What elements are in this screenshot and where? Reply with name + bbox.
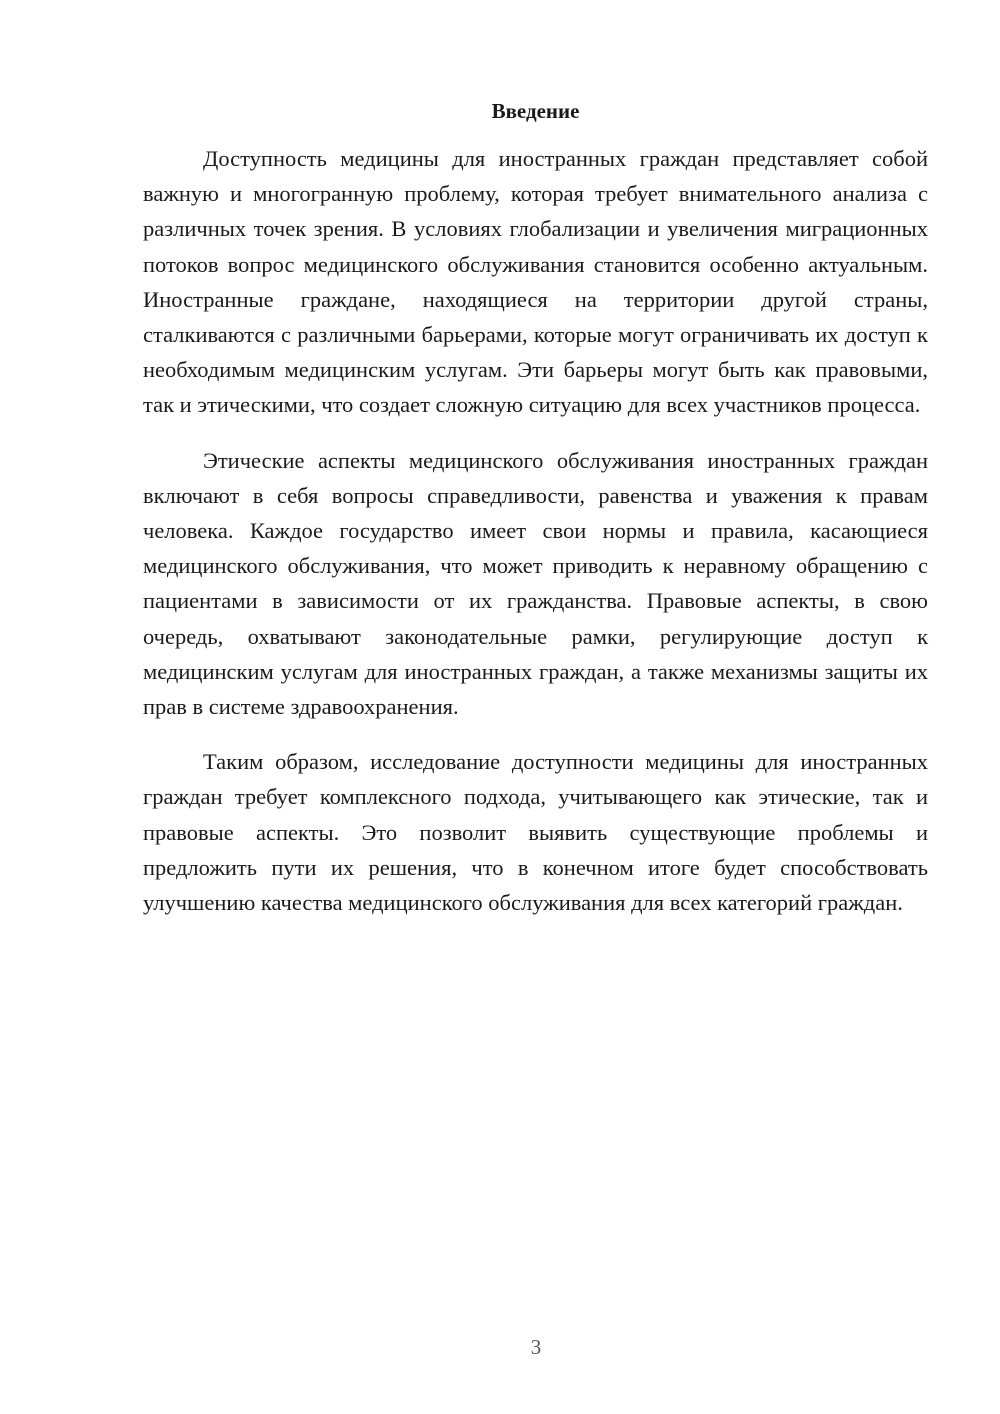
section-heading: Введение: [491, 99, 580, 123]
paragraph-1: Доступность медицины для иностранных граждан представляет собой важную и многогранную проблему, которая требует внимательного анализа с различных точек зрения. В условиях глобализации и увеличения миграционных потоков вопрос медицинского обслуживания становится особенно актуальным. Иностранные граждане, находящиеся на территории другой страны, сталкиваются с различными барьерами, которые могут ограничивать их доступ к необходимым медицинским услугам. Эти барьеры могут быть как правовыми, так и этическими, что создает сложную ситуацию для всех участников процесса.: [143, 146, 928, 418]
paragraph-2: Этические аспекты медицинского обслуживания иностранных граждан включают в себя вопросы справедливости, равенства и уважения к правам человека. Каждое государство имеет свои нормы и правила, касающиеся медицинского обслуживания, что может приводить к неравному обращению с пациентами в зависимости от их гражданства. Правовые аспекты, в свою очередь, охватывают законодательные рамки, регулирующие доступ к медицинским услугам для иностранных граждан, а также механизмы защиты их прав в системе здравоохранения.: [143, 447, 928, 720]
paragraph-3: Таким образом, исследование доступности медицины для иностранных граждан требует комплексного подхода, учитывающего как этические, так и правовые аспекты. Это позволит выявить существующие проблемы и предложить пути их решения, что в конечном итоге будет способствовать улучшению качества медицинского обслуживания для всех категорий граждан.: [143, 749, 928, 916]
page-number: 3: [530, 1335, 542, 1359]
body-text: [143, 141, 928, 940]
